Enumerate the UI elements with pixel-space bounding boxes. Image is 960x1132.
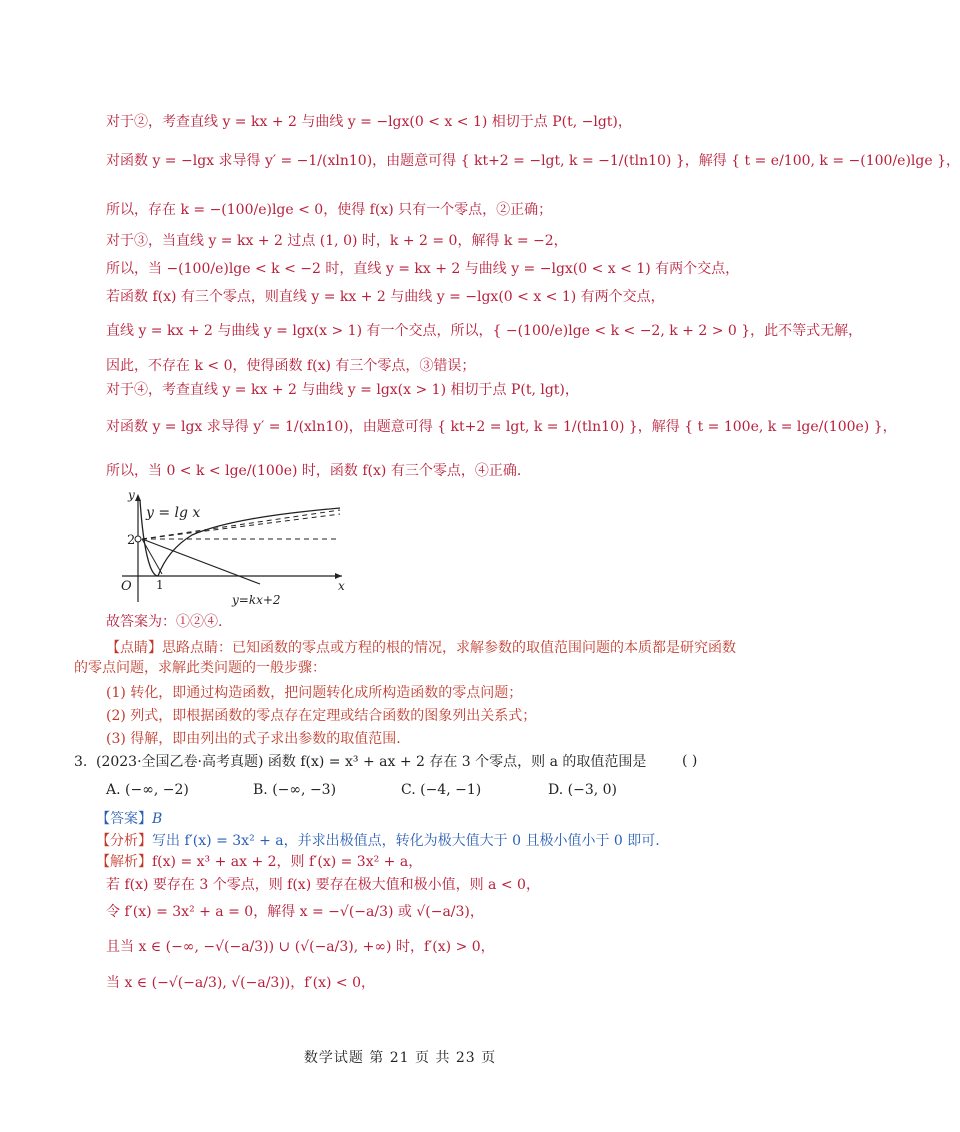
jiexi-line: 若 f(x) 要存在 3 个零点，则 f(x) 要存在极大值和极小值，则 a < 0， bbox=[106, 877, 540, 893]
solution-line: 对于②，考查直线 y = kx + 2 与曲线 y = −lgx(0 < x < 1) 相切于点 P(t, −lgt)， bbox=[106, 114, 632, 130]
solution-line: 若函数 f(x) 有三个零点，则直线 y = kx + 2 与曲线 y = −lgx(0 < x < 1) 有两个交点， bbox=[106, 289, 665, 305]
analysis-tag: 【分析】 bbox=[96, 833, 152, 849]
jiexi-line: 当 x ∈ (−√(−a/3), √(−a/3))，f′(x) < 0， bbox=[106, 975, 375, 991]
solution-line: 因此，不存在 k < 0，使得函数 f(x) 有三个零点，③错误； bbox=[106, 358, 476, 374]
option-a: A. (−∞, −2) bbox=[106, 782, 189, 798]
answer-value: B bbox=[152, 811, 163, 827]
dianjing-step: (1) 转化，即通过构造函数，把问题转化成所构造函数的零点问题； bbox=[106, 685, 523, 701]
tick-2-label: 2 bbox=[127, 533, 136, 548]
dianjing-text-cont: 的零点问题，求解此类问题的一般步骤： bbox=[74, 660, 326, 676]
tick-1-label: 1 bbox=[156, 578, 164, 592]
dianjing-step: (2) 列式，即根据函数的零点存在定理或结合函数的图象列出关系式； bbox=[106, 708, 537, 724]
origin-label: O bbox=[121, 579, 132, 594]
jiexi-line: 令 f′(x) = 3x² + a = 0，解得 x = −√(−a/3) 或 √(−a/3)， bbox=[106, 904, 484, 920]
dianjing-tag: 【点睛】 bbox=[106, 640, 162, 656]
y-axis-arrow bbox=[135, 494, 141, 501]
jiexi-line: 且当 x ∈ (−∞, −√(−a/3)) ∪ (√(−a/3), +∞) 时，f′(x) > 0， bbox=[106, 939, 495, 955]
answer-blank: ( ) bbox=[682, 753, 698, 769]
solution-line: 所以，当 −(100/e)lge < k < −2 时，直线 y = kx + 2 与曲线 y = −lgx(0 < x < 1) 有两个交点， bbox=[106, 261, 740, 277]
question-number: 3. bbox=[74, 754, 88, 770]
page-footer: 数学试题 第 21 页 共 23 页 bbox=[303, 1050, 497, 1066]
solution-line: 所以，存在 k = −(100/e)lge < 0，使得 f(x) 只有一个零点，②正确； bbox=[106, 202, 553, 218]
option-b: B. (−∞, −3) bbox=[253, 782, 337, 798]
question-stem: (2023·全国乙卷·高考真题) 函数 f(x) = x³ + ax + 2 存在 3 个零点，则 a 的取值范围是 bbox=[96, 754, 647, 770]
jiexi-text: f(x) = x³ + ax + 2，则 f′(x) = 3x² + a， bbox=[152, 854, 423, 870]
function-graph bbox=[112, 490, 352, 608]
solution-line: 对函数 y = −lgx 求导得 y′ = −1/(xln10)，由题意可得 { kt+2 = −lgt, k = −1/(tln10) }，解得 { t = e/100, k = −(100/e)lge }， bbox=[106, 153, 960, 169]
solution-line: 对函数 y = lgx 求导得 y′ = 1/(xln10)，由题意可得 { kt+2 = lgt, k = 1/(tln10) }，解得 { t = 100e, k = lge/(100e) }， bbox=[106, 419, 897, 435]
line-kx-plus-2-tail bbox=[142, 539, 162, 574]
solution-line: 所以，当 0 < k < lge/(100e) 时，函数 f(x) 有三个零点，④正确. bbox=[106, 463, 522, 479]
option-c: C. (−4, −1) bbox=[401, 782, 482, 798]
dianjing-text: 思路点睛：已知函数的零点或方程的根的情况，求解参数的取值范围问题的本质都是研究函数 bbox=[162, 640, 736, 656]
dianjing-step: (3) 得解，即由列出的式子求出参数的取值范围. bbox=[106, 731, 401, 747]
solution-line: 对于④，考查直线 y = kx + 2 与曲线 y = lgx(x > 1) 相切于点 P(t, lgt)， bbox=[106, 382, 579, 398]
jiexi-tag: 【解析】 bbox=[96, 854, 152, 870]
answer-line: 故答案为：①②④. bbox=[106, 614, 223, 630]
line-label: y=kx+2 bbox=[232, 593, 281, 607]
y-axis-label: y bbox=[128, 488, 135, 502]
solution-line: 直线 y = kx + 2 与曲线 y = lgx(x > 1) 有一个交点，所以，{ −(100/e)lge < k < −2, k + 2 > 0 }，此不等式无解， bbox=[106, 323, 863, 339]
answer-tag: 【答案】 bbox=[96, 811, 152, 827]
x-axis-label: x bbox=[338, 579, 345, 593]
option-d: D. (−3, 0) bbox=[548, 782, 617, 798]
solution-line: 对于③，当直线 y = kx + 2 过点 (1, 0) 时，k + 2 = 0，解得 k = −2， bbox=[106, 233, 568, 249]
curve-label: y = lg x bbox=[146, 505, 201, 521]
open-point bbox=[135, 536, 141, 542]
analysis-text: 写出 f′(x) = 3x² + a，并求出极值点，转化为极大值大于 0 且极小值小于 0 即可. bbox=[152, 833, 660, 849]
